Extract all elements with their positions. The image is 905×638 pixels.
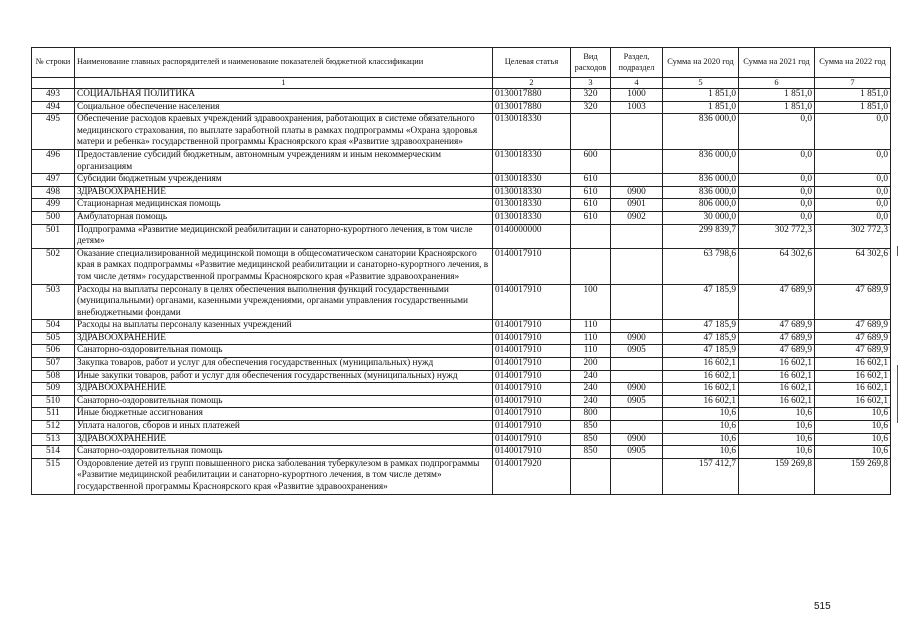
row-number: 495 [32,114,75,150]
sum-2022: 0,0 [815,149,891,173]
target-article: 0140000000 [493,224,571,248]
target-article: 0130018330 [493,149,571,173]
row-name: Санаторно-оздоровительная помощь [75,345,493,358]
column-number: 2 [493,78,571,89]
row-name: Оказание специализированной медицинской помощи в общесоматическом санатории Красноярского края в рамках подпрограммы «Развитие медицинской реабилитации и санаторно-курортного лечения, в том числе детям» государственной программы Красноярского края «Развитие здравоохранения» [75,248,493,284]
sum-2022: 1 851,0 [815,101,891,114]
section-code [611,174,663,187]
row-name: Иные бюджетные ассигнования [75,408,493,421]
row-number: 503 [32,284,75,320]
sum-2021: 16 602,1 [739,395,815,408]
row-number: 510 [32,395,75,408]
expense-type: 850 [571,446,611,459]
sum-2021: 47 689,9 [739,332,815,345]
row-number: 497 [32,174,75,187]
row-name: ЗДРАВООХРАНЕНИЕ [75,332,493,345]
sum-2020: 47 185,9 [663,284,739,320]
sum-2021: 1 851,0 [739,89,815,102]
column-number: 7 [815,78,891,89]
expense-type: 610 [571,174,611,187]
row-name: ЗДРАВООХРАНЕНИЕ [75,383,493,396]
column-number: 4 [611,78,663,89]
row-number: 506 [32,345,75,358]
row-number: 512 [32,421,75,434]
table-row [32,114,891,150]
sum-2020: 16 602,1 [663,370,739,383]
sum-2022: 16 602,1 [815,358,891,371]
target-article: 0140017910 [493,284,571,320]
row-name: Оздоровление детей из групп повышенного риска заболевания туберкулезом в рамках подпрограммы «Развитие медицинской реабилитации и санаторно-курортного лечения, в том числе детям» государственной программы Красноярского края «Развитие здравоохранения» [75,458,493,494]
expense-type: 610 [571,186,611,199]
sum-2022: 64 302,6 [815,248,891,284]
row-number: 515 [32,458,75,494]
sum-2020: 47 185,9 [663,345,739,358]
table-row [32,458,891,494]
section-code [611,149,663,173]
target-article: 0140017910 [493,248,571,284]
row-name: Иные закупки товаров, работ и услуг для обеспечения государственных (муниципальных) нужд [75,370,493,383]
sum-2020: 1 851,0 [663,89,739,102]
expense-type [571,114,611,150]
expense-type: 240 [571,370,611,383]
column-number: 1 [75,78,493,89]
header-sum-2021: Сумма на 2021 год [739,48,815,78]
header-sum-2022: Сумма на 2022 год [815,48,891,78]
target-article: 0130018330 [493,186,571,199]
sum-2020: 10,6 [663,421,739,434]
table-row [32,224,891,248]
row-number: 504 [32,320,75,333]
table-row [32,383,891,396]
expense-type: 850 [571,421,611,434]
target-article: 0130018330 [493,211,571,224]
sum-2020: 157 412,7 [663,458,739,494]
table-row [32,433,891,446]
row-number: 500 [32,211,75,224]
section-code [611,224,663,248]
row-name: Субсидии бюджетным учреждениям [75,174,493,187]
row-name: Стационарная медицинская помощь [75,199,493,212]
sum-2021: 10,6 [739,446,815,459]
table-row [32,320,891,333]
row-number: 509 [32,383,75,396]
row-name: Обеспечение расходов краевых учреждений здравоохранения, работающих в системе обязательного медицинского страхования, по выплате заработной платы в рамках подпрограммы «Охрана здоровья матери и ребенка» государственной программы Красноярского края «Развитие здравоохранения» [75,114,493,150]
expense-type: 610 [571,211,611,224]
target-article: 0140017910 [493,433,571,446]
table-row [32,149,891,173]
row-number: 494 [32,101,75,114]
row-number: 501 [32,224,75,248]
sum-2022: 47 689,9 [815,284,891,320]
sum-2021: 47 689,9 [739,345,815,358]
sum-2022: 47 689,9 [815,345,891,358]
expense-type: 850 [571,433,611,446]
section-code: 1000 [611,89,663,102]
expense-type: 320 [571,89,611,102]
sum-2020: 47 185,9 [663,320,739,333]
expense-type: 240 [571,383,611,396]
target-article: 0140017910 [493,446,571,459]
sum-2022: 16 602,1 [815,395,891,408]
row-number: 505 [32,332,75,345]
sum-2020: 299 839,7 [663,224,739,248]
sum-2021: 16 602,1 [739,383,815,396]
section-code [611,284,663,320]
row-name: Предоставление субсидий бюджетным, автономным учреждениям и иным некоммерческим организациям [75,149,493,173]
header-target: Целевая статья [493,48,571,78]
sum-2020: 47 185,9 [663,332,739,345]
table-row [32,358,891,371]
section-code [611,421,663,434]
sum-2020: 836 000,0 [663,174,739,187]
sum-2022: 16 602,1 [815,370,891,383]
table-row [32,370,891,383]
row-name: ЗДРАВООХРАНЕНИЕ [75,433,493,446]
column-number: 3 [571,78,611,89]
row-name: Санаторно-оздоровительная помощь [75,446,493,459]
target-article: 0130018330 [493,174,571,187]
sum-2020: 10,6 [663,433,739,446]
sum-2022: 47 689,9 [815,332,891,345]
sum-2020: 16 602,1 [663,395,739,408]
section-code: 0905 [611,395,663,408]
target-article: 0140017910 [493,358,571,371]
sum-2020: 836 000,0 [663,186,739,199]
row-number: 511 [32,408,75,421]
sum-2021: 47 689,9 [739,284,815,320]
header-name: Наименование главных распорядителей и наименование показателей бюджетной классификации [75,48,493,78]
target-article: 0130017880 [493,101,571,114]
section-code: 0900 [611,332,663,345]
expense-type: 200 [571,358,611,371]
table-row [32,421,891,434]
sum-2021: 16 602,1 [739,370,815,383]
target-article: 0140017920 [493,458,571,494]
sum-2022: 0,0 [815,174,891,187]
target-article: 0140017910 [493,408,571,421]
column-number [32,78,75,89]
section-code [611,370,663,383]
row-name: Уплата налогов, сборов и иных платежей [75,421,493,434]
section-code: 0901 [611,199,663,212]
row-name: Социальное обеспечение населения [75,101,493,114]
section-code: 0902 [611,211,663,224]
budget-table [31,47,891,495]
sum-2022: 0,0 [815,211,891,224]
table-row [32,101,891,114]
sum-2020: 10,6 [663,408,739,421]
column-number: 6 [739,78,815,89]
target-article: 0130018330 [493,199,571,212]
row-name: Закупка товаров, работ и услуг для обеспечения государственных (муниципальных) нужд [75,358,493,371]
row-name: Расходы на выплаты персоналу в целях обеспечения выполнения функций государственными (муниципальными) органами, казенными учреждениями, органами управления государственными внебюджетными фондами [75,284,493,320]
expense-type: 610 [571,199,611,212]
table-body [32,89,891,495]
sum-2022: 302 772,3 [815,224,891,248]
sum-2021: 10,6 [739,408,815,421]
sum-2022: 10,6 [815,408,891,421]
table-row [32,211,891,224]
row-name: СОЦИАЛЬНАЯ ПОЛИТИКА [75,89,493,102]
margin-mark [897,246,898,256]
sum-2022: 10,6 [815,421,891,434]
sum-2022: 159 269,8 [815,458,891,494]
sum-2021: 159 269,8 [739,458,815,494]
sum-2022: 10,6 [815,433,891,446]
expense-type: 240 [571,395,611,408]
page-number: 515 [814,601,831,612]
expense-type: 600 [571,149,611,173]
table-row [32,284,891,320]
target-article: 0140017910 [493,383,571,396]
sum-2020: 836 000,0 [663,149,739,173]
sum-2021: 302 772,3 [739,224,815,248]
section-code: 0900 [611,383,663,396]
sum-2021: 16 602,1 [739,358,815,371]
row-number: 496 [32,149,75,173]
header-expense-type: Вид расходов [571,48,611,78]
section-code [611,408,663,421]
expense-type: 110 [571,320,611,333]
section-code: 0900 [611,433,663,446]
section-code [611,358,663,371]
expense-type [571,248,611,284]
table-row [32,395,891,408]
table-header [32,48,891,89]
table-row [32,248,891,284]
sum-2021: 0,0 [739,114,815,150]
sum-2021: 64 302,6 [739,248,815,284]
column-number-row [32,78,891,89]
sum-2021: 1 851,0 [739,101,815,114]
header-row-no: № строки [32,48,75,78]
row-number: 502 [32,248,75,284]
sum-2022: 0,0 [815,199,891,212]
sum-2021: 10,6 [739,421,815,434]
sum-2022: 10,6 [815,446,891,459]
sum-2022: 47 689,9 [815,320,891,333]
section-code [611,114,663,150]
table-row [32,332,891,345]
expense-type [571,224,611,248]
expense-type: 320 [571,101,611,114]
sum-2021: 0,0 [739,149,815,173]
target-article: 0130018330 [493,114,571,150]
table-row [32,408,891,421]
target-article: 0130017880 [493,89,571,102]
row-name: Амбулаторная помощь [75,211,493,224]
table-row [32,345,891,358]
sum-2020: 1 851,0 [663,101,739,114]
expense-type: 800 [571,408,611,421]
sum-2022: 1 851,0 [815,89,891,102]
target-article: 0140017910 [493,345,571,358]
sum-2021: 10,6 [739,433,815,446]
table-row [32,199,891,212]
target-article: 0140017910 [493,395,571,408]
target-article: 0140017910 [493,370,571,383]
sum-2021: 0,0 [739,199,815,212]
sum-2022: 16 602,1 [815,383,891,396]
sum-2021: 0,0 [739,174,815,187]
expense-type: 110 [571,332,611,345]
header-sum-2020: Сумма на 2020 год [663,48,739,78]
section-code: 0900 [611,186,663,199]
row-name: Подпрограмма «Развитие медицинской реабилитации и санаторно-курортного лечения, в том числе детям» [75,224,493,248]
sum-2020: 30 000,0 [663,211,739,224]
target-article: 0140017910 [493,332,571,345]
sum-2020: 16 602,1 [663,358,739,371]
expense-type: 110 [571,345,611,358]
target-article: 0140017910 [493,421,571,434]
sum-2021: 47 689,9 [739,320,815,333]
sum-2020: 836 000,0 [663,114,739,150]
sum-2021: 0,0 [739,186,815,199]
sum-2022: 0,0 [815,114,891,150]
row-number: 514 [32,446,75,459]
row-number: 508 [32,370,75,383]
section-code [611,458,663,494]
section-code: 1003 [611,101,663,114]
row-name: Расходы на выплаты персоналу казенных учреждений [75,320,493,333]
column-number: 5 [663,78,739,89]
expense-type: 100 [571,284,611,320]
row-number: 498 [32,186,75,199]
sum-2022: 0,0 [815,186,891,199]
row-number: 493 [32,89,75,102]
row-number: 513 [32,433,75,446]
sum-2020: 63 798,6 [663,248,739,284]
section-code [611,320,663,333]
expense-type [571,458,611,494]
table-row [32,174,891,187]
header-section: Раздел, подраздел [611,48,663,78]
row-number: 499 [32,199,75,212]
target-article: 0140017910 [493,320,571,333]
table-row [32,89,891,102]
sum-2020: 16 602,1 [663,383,739,396]
row-number: 507 [32,358,75,371]
table-row [32,186,891,199]
section-code: 0905 [611,345,663,358]
sum-2020: 10,6 [663,446,739,459]
table-row [32,446,891,459]
section-code: 0905 [611,446,663,459]
row-name: Санаторно-оздоровительная помощь [75,395,493,408]
sum-2020: 806 000,0 [663,199,739,212]
sum-2021: 0,0 [739,211,815,224]
row-name: ЗДРАВООХРАНЕНИЕ [75,186,493,199]
margin-mark [897,365,898,423]
section-code [611,248,663,284]
